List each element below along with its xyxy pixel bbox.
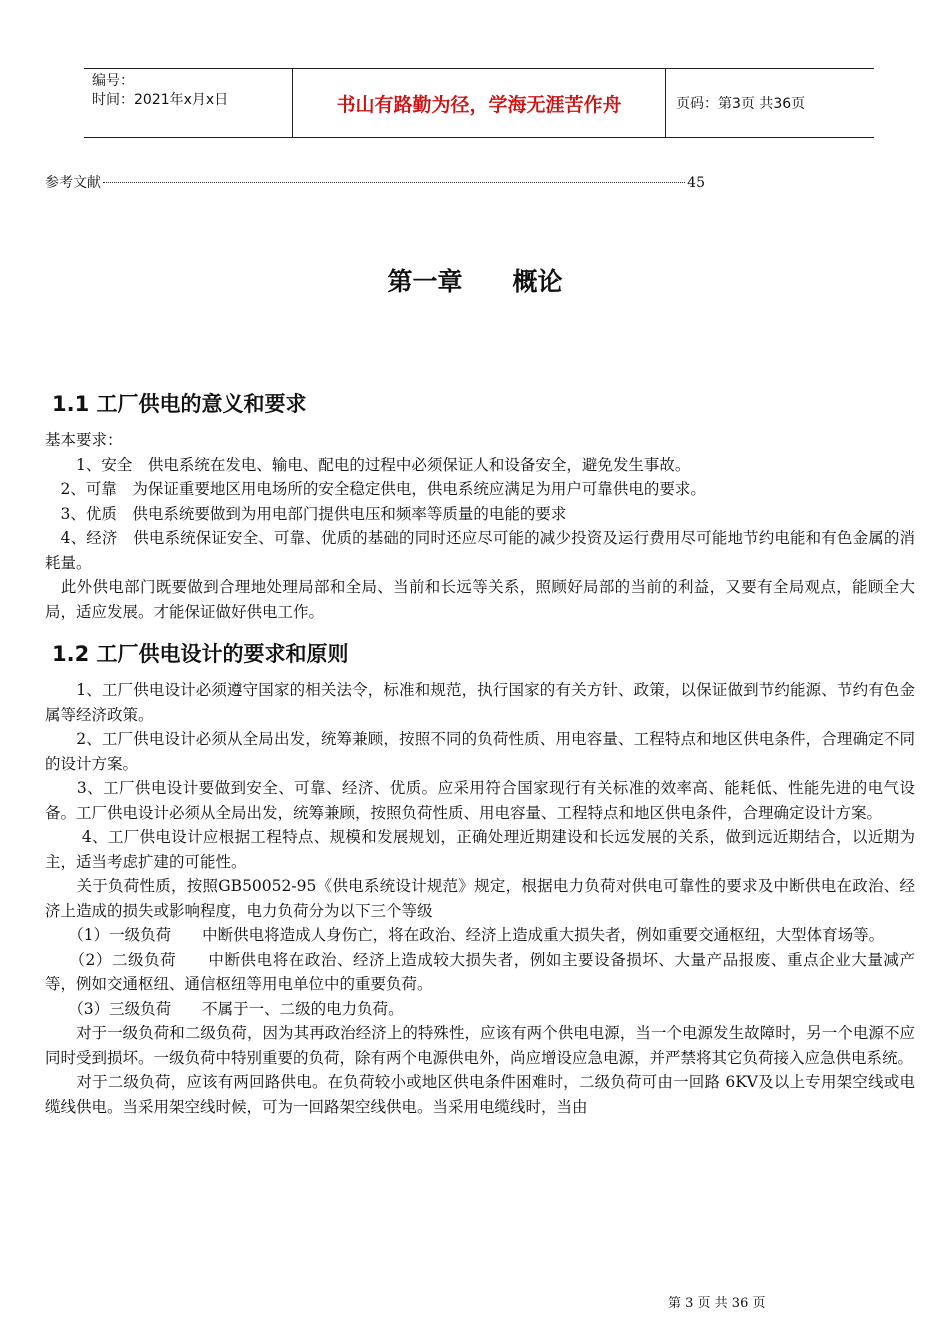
- toc-entry: [45, 172, 705, 192]
- header-motto: 书山有路勤为径，学海无涯苦作舟: [293, 69, 666, 137]
- toc-leader-dots: [103, 182, 685, 183]
- section-1-item: 2、可靠 为保证重要地区用电场所的安全稳定供电，供电系统应满足为用户可靠供电的要求。: [45, 480, 706, 498]
- section-1-item: 1、安全 供电系统在发电、输电、配电的过程中必须保证人和设备安全，避免发生事故。: [45, 455, 691, 474]
- section-2-paragraph: 对于二级负荷，应该有两回路供电。在负荷较小或地区供电条件困难时，二级负荷可由一回路 6KV及以上专用架空线或电缆线供电。当采用架空线时候，可为一回路架空线供电。当采用电缆线时，当由: [45, 1073, 915, 1116]
- section-2-paragraph: （3）三级负荷 不属于一、二级的电力负荷。: [45, 999, 404, 1018]
- toc-entry-label: 参考文献: [45, 175, 101, 191]
- section-1-lead: 基本要求：: [45, 431, 123, 449]
- section-2-paragraph: （2）二级负荷 中断供电将在政治、经济上造成较大损失者，例如主要设备损坏、大量产品报废、重点企业大量减产等，例如交通枢纽、通信枢纽等用电单位中的重要负荷。: [45, 950, 915, 993]
- header-number: 编号：: [92, 73, 134, 89]
- section-1-item: 此外供电部门既要做到合理地处理局部和全局、当前和长远等关系，照顾好局部的当前的利益，又要有全局观点，能顾全大局，适应发展。才能保证做好供电工作。: [45, 578, 915, 621]
- header-meta: [84, 69, 293, 137]
- page-footer: 第 3 页 共 36 页: [668, 1296, 766, 1311]
- chapter-title: 第一章 概论: [387, 267, 563, 296]
- section-1-body: [45, 428, 915, 624]
- section-2-paragraph: 2、工厂供电设计必须从全局出发，统筹兼顾，按照不同的负荷性质、用电容量、工程特点和地区供电条件，合理确定不同的设计方案。: [45, 730, 915, 773]
- section-2-body: [45, 678, 915, 1119]
- section-2-title: 1.2 工厂供电设计的要求和原则: [52, 642, 349, 666]
- section-1-title: 1.1 工厂供电的意义和要求: [52, 392, 307, 416]
- toc-entry-page: 45: [687, 175, 705, 191]
- section-2-paragraph: 1、工厂供电设计必须遵守国家的相关法令，标准和规范，执行国家的有关方针、政策，以保证做到节约能源、节约有色金属等经济政策。: [45, 681, 915, 724]
- section-2-paragraph: 3、工厂供电设计要做到安全、可靠、经济、优质。应采用符合国家现行有关标准的效率高、能耗低、性能先进的电气设备。工厂供电设计必须从全局出发，统筹兼顾，按照负荷性质、用电容量、工程特点和地区供电条件，合理确定设计方案。: [45, 779, 915, 822]
- page-header: [84, 68, 874, 138]
- header-page-info: 页码：第3页 共36页: [676, 96, 806, 112]
- section-1-item: 4、经济 供电系统保证安全、可靠、优质的基础的同时还应尽可能的减少投资及运行费用尽可能地节约电能和有色金属的消耗量。: [45, 529, 915, 572]
- header-time: 时间：2021年x月x日: [92, 92, 229, 108]
- section-1-item: 3、优质 供电系统要做到为用电部门提供电压和频率等质量的电能的要求: [45, 504, 567, 523]
- section-2-paragraph: 4、工厂供电设计应根据工程特点、规模和发展规划，正确处理近期建设和长远发展的关系，做到远近期结合，以近期为主，适当考虑扩建的可能性。: [45, 828, 915, 871]
- section-2-paragraph: （1）一级负荷 中断供电将造成人身伤亡，将在政治、经济上造成重大损失者，例如重要交通枢纽，大型体育场等。: [45, 926, 885, 944]
- section-2-paragraph: 对于一级负荷和二级负荷，因为其再政治经济上的特殊性，应该有两个供电电源，当一个电源发生故障时，另一个电源不应同时受到损坏。一级负荷中特别重要的负荷，除有两个电源供电外，尚应增设应急电源，并严禁将其它负荷接入应急供电系统。: [45, 1024, 915, 1067]
- section-2-paragraph: 关于负荷性质，按照GB50052-95《供电系统设计规范》规定，根据电力负荷对供电可靠性的要求及中断供电在政治、经济上造成的损失或影响程度，电力负荷分为以下三个等级: [45, 877, 915, 920]
